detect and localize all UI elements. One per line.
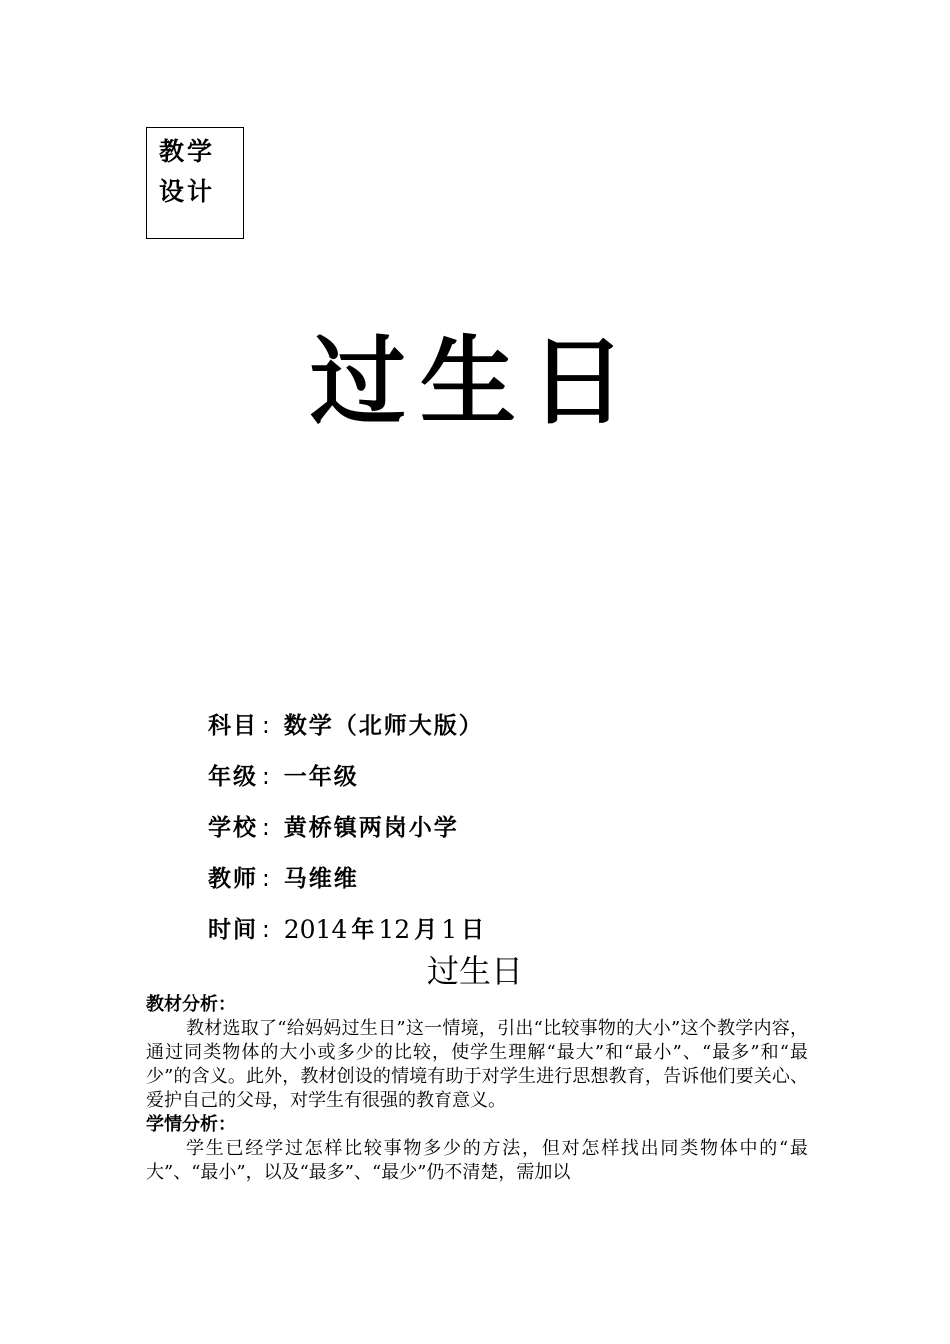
cover-title: 过生日: [310, 326, 640, 438]
date-year: 2014: [283, 914, 348, 944]
section-text-textbook-analysis: 教材选取了“给妈妈过生日”这一情境，引出“比较事物的大小”这个教学内容，通过同类物体的大小或多少的比较，使学生理解“最大”和“最小”、“最多”和“最少”的含义。此外，教材创设的情境有助于对学生进行思想教育，告诉他们要关心、爱护自己的父母，对学生有很强的教育意义。: [146, 1018, 808, 1111]
info-value-subject: 数学（北师大版）: [283, 712, 484, 739]
date-day: 1: [441, 914, 458, 944]
info-colon: :: [262, 916, 270, 943]
info-key-subject: 科目: [208, 712, 258, 739]
info-key-teacher: 教师: [208, 865, 258, 892]
design-label-line2: 设计: [159, 177, 216, 206]
info-row-school: [208, 802, 488, 853]
info-colon: :: [262, 814, 270, 841]
section-text-student-analysis: 学生已经学过怎样比较事物多少的方法，但对怎样找出同类物体中的“最大”、“最小”，以及“最多”、“最少”仍不清楚，需加以: [146, 1138, 808, 1183]
section-heading-student-analysis: 学情分析：: [146, 1114, 236, 1135]
design-label-line1: 教学: [159, 137, 216, 166]
info-key-school: 学校: [208, 814, 258, 841]
section-heading-textbook-analysis: 教材分析：: [146, 994, 236, 1015]
date-day-unit: 日: [461, 916, 485, 943]
info-colon: :: [262, 865, 270, 892]
document-title: 过生日: [426, 952, 523, 990]
info-value-grade: 一年级: [283, 763, 359, 790]
info-colon: :: [262, 763, 270, 790]
date-year-unit: 年: [351, 916, 375, 943]
info-key-grade: 年级: [208, 763, 258, 790]
design-label-box: [146, 127, 244, 239]
info-row-grade: [208, 751, 488, 802]
info-value-school: 黄桥镇两岗小学: [283, 814, 459, 841]
info-colon: :: [262, 712, 270, 739]
date-month-unit: 月: [414, 916, 438, 943]
info-key-date: 时间: [208, 916, 258, 943]
info-row-teacher: [208, 853, 488, 904]
info-value-teacher: 马维维: [283, 865, 359, 892]
cover-info-block: [208, 700, 488, 955]
document-body: [146, 993, 808, 1185]
info-row-date: [208, 904, 488, 955]
date-month: 12: [378, 914, 411, 944]
info-row-subject: [208, 700, 488, 751]
